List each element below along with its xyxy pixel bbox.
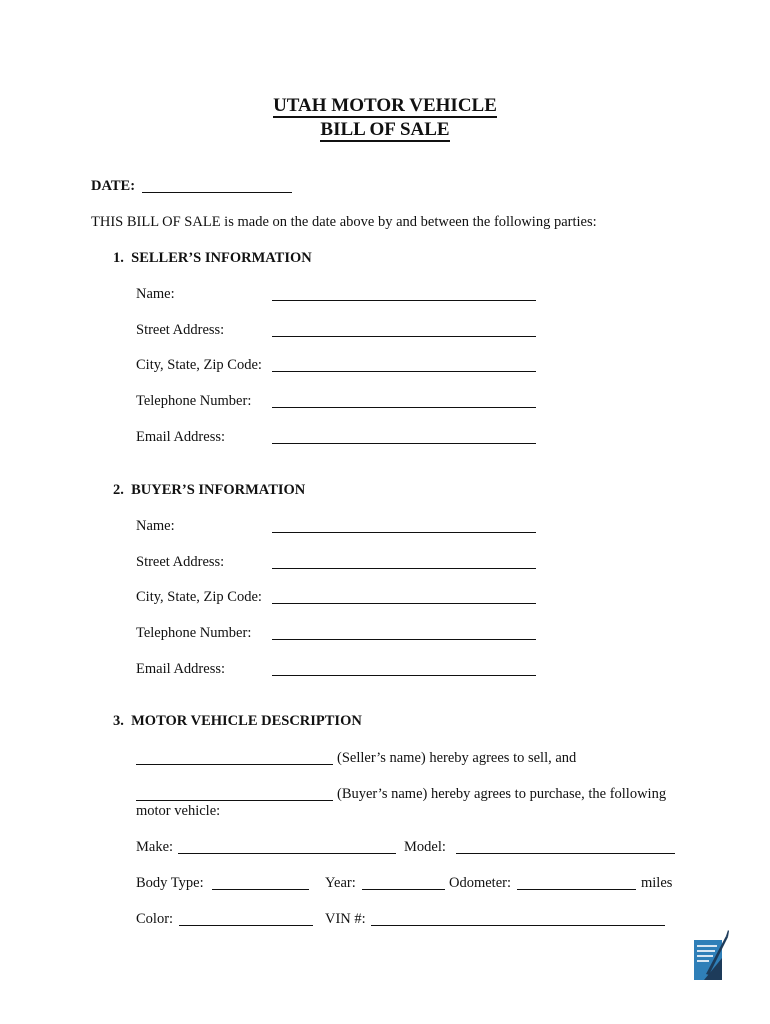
vin-label: VIN #: [325, 911, 366, 927]
buyer-street-field[interactable] [272, 568, 536, 569]
seller-phone-field[interactable] [272, 407, 536, 408]
seller-section-heading: 1. SELLER’S INFORMATION [113, 250, 312, 266]
make-label: Make: [136, 839, 174, 855]
intro-text: THIS BILL OF SALE is made on the date above by and between the following parties: [91, 214, 597, 230]
color-label: Color: [136, 911, 174, 927]
seller-phone-label: Telephone Number: [136, 393, 252, 409]
miles-label: miles [641, 875, 673, 891]
year-label: Year: [325, 875, 356, 891]
seller-city-field[interactable] [272, 371, 536, 372]
date-field[interactable] [142, 192, 292, 193]
buyer-city-field[interactable] [272, 603, 536, 604]
buyer-phone-field[interactable] [272, 639, 536, 640]
buyer-email-field[interactable] [272, 675, 536, 676]
seller-city-label: City, State, Zip Code: [136, 357, 262, 373]
seller-name-blank[interactable] [136, 764, 333, 765]
odometer-field[interactable] [517, 889, 636, 890]
vehicle-continuation: motor vehicle: [136, 803, 221, 819]
seller-name-label: Name: [136, 286, 175, 302]
seller-name-field[interactable] [272, 300, 536, 301]
seller-email-field[interactable] [272, 443, 536, 444]
seller-street-label: Street Address: [136, 322, 225, 338]
body-type-label: Body Type: [136, 875, 204, 891]
buyer-name-field[interactable] [272, 532, 536, 533]
make-field[interactable] [178, 853, 396, 854]
buyer-name-blank[interactable] [136, 800, 333, 801]
color-field[interactable] [179, 925, 313, 926]
buyer-city-label: City, State, Zip Code: [136, 589, 262, 605]
date-label: DATE: [91, 178, 136, 194]
seller-email-label: Email Address: [136, 429, 226, 445]
buyer-phone-label: Telephone Number: [136, 625, 252, 641]
vehicle-section-heading: 3. MOTOR VEHICLE DESCRIPTION [113, 713, 362, 729]
document-pen-icon [692, 928, 730, 982]
buyer-email-label: Email Address: [136, 661, 226, 677]
body-type-field[interactable] [212, 889, 309, 890]
seller-street-field[interactable] [272, 336, 536, 337]
buyer-name-label: Name: [136, 518, 175, 534]
odometer-label: Odometer: [449, 875, 512, 891]
buyer-street-label: Street Address: [136, 554, 225, 570]
document-title-line1: UTAH MOTOR VEHICLE [273, 95, 497, 116]
buyer-clause: (Buyer’s name) hereby agrees to purchase, the following [337, 786, 667, 802]
seller-clause: (Seller’s name) hereby agrees to sell, and [337, 750, 577, 766]
year-field[interactable] [362, 889, 445, 890]
model-label: Model: [404, 839, 446, 855]
vin-field[interactable] [371, 925, 665, 926]
model-field[interactable] [456, 853, 675, 854]
document-title-line2: BILL OF SALE [320, 119, 450, 140]
buyer-section-heading: 2. BUYER’S INFORMATION [113, 482, 306, 498]
